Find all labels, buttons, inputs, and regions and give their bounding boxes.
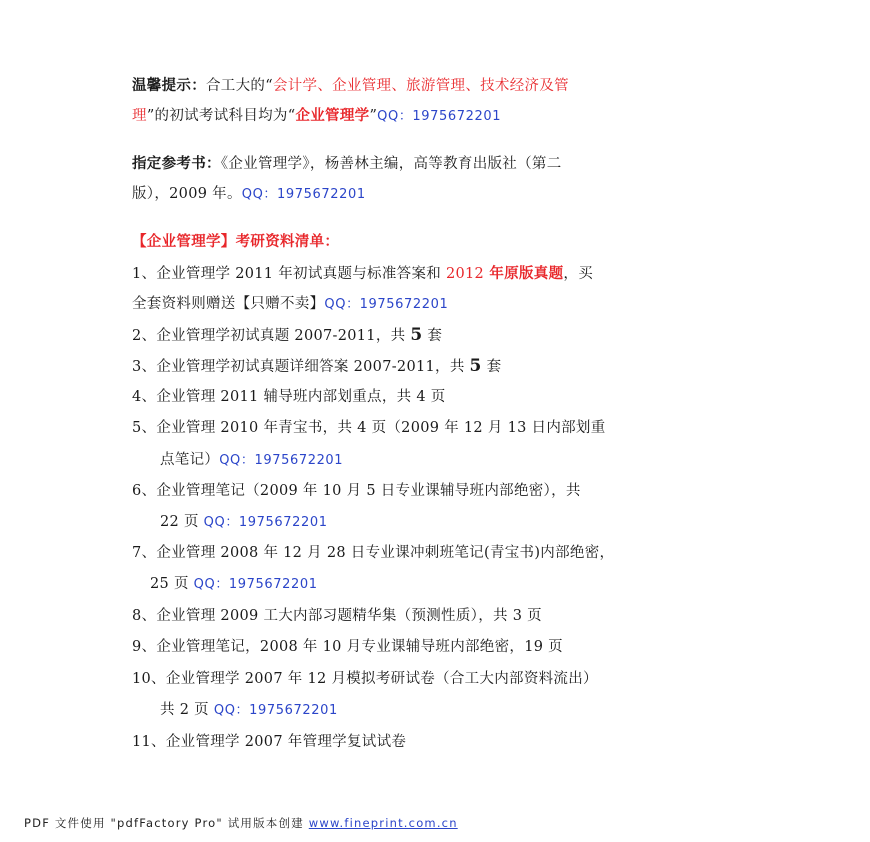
list-item-1-tail: ，买: [563, 266, 594, 282]
pdf-footer: [24, 815, 458, 831]
reference-text-2: 版），2009 年。: [132, 186, 242, 202]
list-item-10-line-2: [160, 700, 338, 721]
list-item-5-qq: QQ：1975672201: [219, 453, 344, 468]
list-item-1-qq: QQ：1975672201: [324, 297, 449, 312]
list-item-1-gift: 全套资料则赠送【只赠不卖】: [132, 296, 325, 312]
list-item-5-line-1: 5、企业管理 2010 年青宝书，共 4 页（2009 年 12 月 13 日内部划重: [132, 420, 606, 436]
list-item-7-text: 25 页: [150, 576, 194, 592]
reference-line-2: [132, 184, 366, 205]
list-item-3-unit: 套: [481, 359, 502, 375]
list-item-2-unit: 套: [422, 328, 443, 344]
reference-line-1: [132, 154, 562, 174]
list-item-10-text: 共 2 页: [160, 702, 214, 718]
list-item-2: [132, 325, 442, 346]
list-item-5-line-2: [160, 450, 343, 471]
list-item-7-qq: QQ：1975672201: [193, 577, 318, 592]
tip-line-1: [132, 76, 569, 96]
list-heading: 【企业管理学】考研资料清单：: [132, 233, 340, 250]
list-item-1-text: 1、企业管理学 2011 年初试真题与标准答案和: [132, 266, 446, 282]
list-item-3: [132, 356, 501, 377]
reference-qq: QQ：1975672201: [241, 187, 366, 202]
tip-text-3: ”: [369, 108, 378, 124]
list-item-7-line-2: [150, 574, 318, 595]
tip-text-2: ”的初试考试科目均为“: [146, 108, 296, 124]
list-item-3-count: 5: [469, 356, 482, 376]
tip-majors-2: 理: [132, 108, 147, 124]
list-item-5-text: 点笔记）: [160, 452, 220, 468]
list-item-1-line-2: [132, 294, 448, 315]
list-item-1-year: 2012: [445, 266, 485, 282]
tip-subject: 企业管理学: [295, 107, 370, 124]
list-item-2-count: 5: [410, 325, 423, 345]
list-item-10-qq: QQ：1975672201: [213, 703, 338, 718]
list-item-10-line-1: 10、企业管理学 2007 年 12 月模拟考研试卷（合工大内部资料流出）: [132, 671, 598, 687]
reference-label: 指定参考书：: [132, 155, 221, 172]
list-item-2-text: 2、企业管理学初试真题 2007-2011，共: [132, 328, 411, 344]
list-item-6-line-1: 6、企业管理笔记（2009 年 10 月 5 日专业课辅导班内部绝密），共: [132, 483, 581, 499]
list-item-1-line-1: [132, 264, 593, 284]
list-item-6-text: 22 页: [160, 514, 204, 530]
list-item-11: 11、企业管理学 2007 年管理学复试试卷: [132, 734, 407, 750]
tip-qq: QQ：1975672201: [377, 109, 502, 124]
reference-text-1: 《企业管理学》，杨善林主编，高等教育出版社（第二: [220, 156, 562, 172]
tip-text-1: 合工大的“: [206, 78, 273, 94]
footer-text: PDF 文件使用 "pdfFactory Pro" 试用版本创建: [24, 816, 309, 830]
tip-line-2: [132, 106, 501, 127]
list-item-4: 4、企业管理 2011 辅导班内部划重点，共 4 页: [132, 389, 446, 405]
tip-label: 温馨提示：: [132, 77, 206, 94]
list-item-7-line-1: 7、企业管理 2008 年 12 月 28 日专业课冲刺班笔记(青宝书)内部绝密，: [132, 545, 615, 561]
list-item-6-qq: QQ：1975672201: [203, 515, 328, 530]
list-item-8: 8、企业管理 2009 工大内部习题精华集（预测性质），共 3 页: [132, 608, 542, 624]
footer-link[interactable]: www.fineprint.com.cn: [308, 816, 458, 830]
list-item-1-highlight: 年原版真题: [484, 265, 564, 282]
tip-majors-1: 会计学、企业管理、旅游管理、技术经济及管: [272, 78, 569, 94]
list-item-6-line-2: [160, 512, 328, 533]
list-item-3-text: 3、企业管理学初试真题详细答案 2007-2011，共: [132, 359, 470, 375]
list-item-9: 9、企业管理笔记，2008 年 10 月专业课辅导班内部绝密，19 页: [132, 639, 563, 655]
